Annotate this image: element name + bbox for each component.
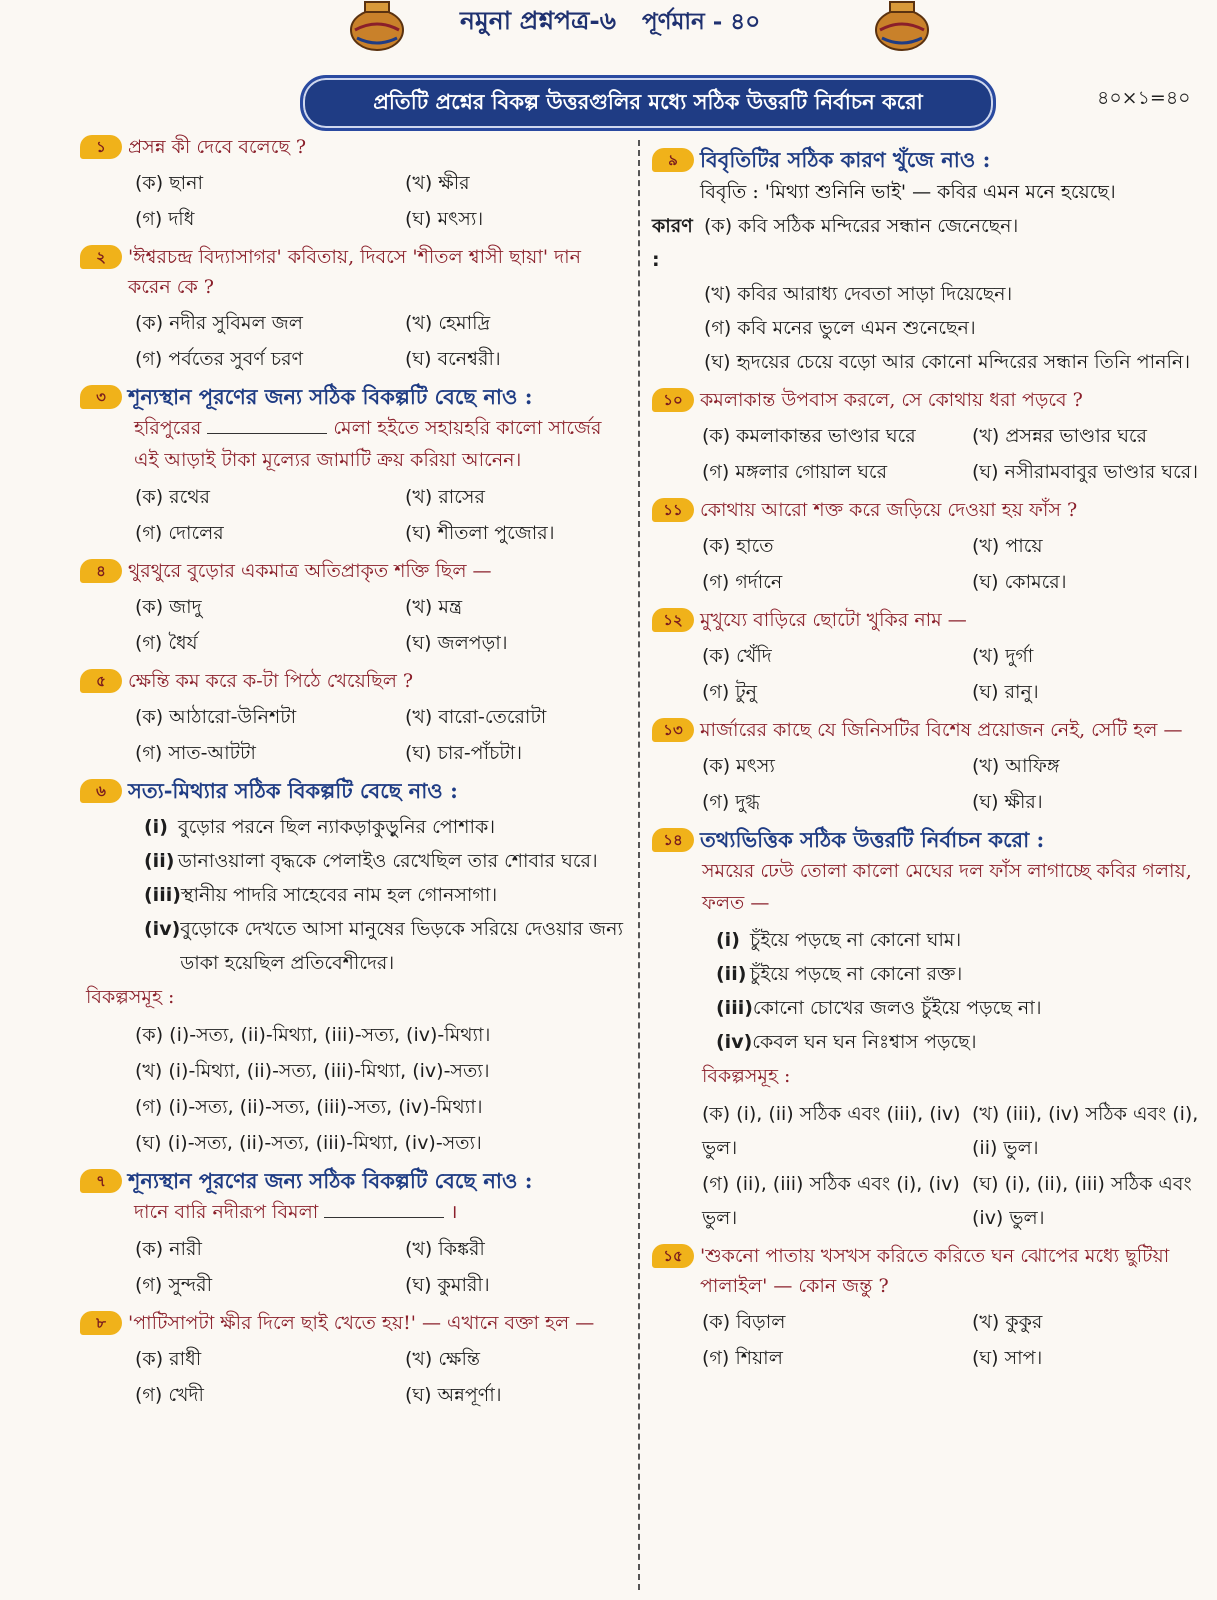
question-head <box>80 1308 628 1338</box>
question-item <box>80 776 628 1160</box>
question-text: 'শুকনো পাতায় খসখস করিতে করিতে ঘন ঝোপের মধ্যে ছুটিয়া পালাইল' — কোন জন্তু ? <box>700 1245 1170 1297</box>
reason-label <box>652 311 704 345</box>
option-item: (গ) গর্দানে <box>702 571 783 593</box>
statement-text: 'মিথ্যা শুনিনি ভাই' — কবির এমন মনে হয়েছে। <box>764 181 1116 203</box>
statement-numeral: (iv) <box>716 1031 753 1053</box>
question-stem <box>80 412 628 476</box>
option-text: (ঘ) হৃদয়ের চেয়ে বড়ো আর কোনো মন্দিরের সন্ধান তিনি পাননি। <box>704 351 1191 373</box>
question-item <box>652 385 1197 489</box>
stem-text: মেলা হইতে সহায়হরি কালো সার্জের এই আড়াই টাকা মূল্যের জামাটি ক্রয় করিয়া আনেন। <box>134 417 602 471</box>
pot-decoration-icon <box>870 0 934 52</box>
statement-item <box>144 878 628 912</box>
question-item <box>80 1166 628 1302</box>
option-item: (খ) (iii), (iv) সঠিক এবং (i), (ii) ভুল। <box>972 1103 1199 1159</box>
question-number-badge: ১১ <box>652 498 694 522</box>
option-item: (গ) (ii), (iii) সঠিক এবং (i), (iv) ভুল। <box>702 1173 960 1229</box>
statement-numeral: (iii) <box>144 884 181 906</box>
marks-note: ৪০×১=৪০ <box>1097 87 1191 109</box>
option-item: (খ) (i)-মিথ্যা, (ii)-সত্য, (iii)-মিথ্যা, (iv)-সত্য। <box>135 1060 490 1082</box>
header <box>0 0 1217 62</box>
options-list <box>80 166 628 236</box>
reason-label <box>652 277 704 311</box>
option-item: (ক) জাদু <box>135 596 202 618</box>
option-text: (খ) কবির আরাধ্য দেবতা সাড়া দিয়েছেন। <box>704 283 1013 305</box>
statement-label: বিবৃতি : <box>700 181 765 203</box>
blank-line <box>324 1199 444 1218</box>
question-item <box>80 242 628 376</box>
statement-line <box>652 175 1197 209</box>
page-title: নমুনা প্রশ্নপত্র-৬ <box>460 5 617 35</box>
option-text: (ক) কবি সঠিক মন্দিরের সন্ধান জেনেছেন। <box>704 215 1019 237</box>
question-head <box>80 132 628 162</box>
options-list <box>80 1342 628 1412</box>
instruction-banner: প্রতিটি প্রশ্নের বিকল্প উত্তরগুলির মধ্যে সঠিক উত্তরটি নির্বাচন করো <box>300 75 996 131</box>
question-text: শূন্যস্থান পূরণের জন্য সঠিক বিকল্পটি বেছে নাও : <box>128 384 533 409</box>
statement-numeral: (iv) <box>144 918 181 940</box>
question-number-badge: ৬ <box>80 779 122 803</box>
question-number-badge: ৭ <box>80 1169 122 1193</box>
question-head <box>80 382 628 412</box>
options-list <box>652 1305 1197 1375</box>
option-item: (গ) ধৈর্য <box>135 632 198 654</box>
option-item: (গ) সাত-আটটা <box>135 742 256 764</box>
option-item: (গ) দুগ্ধ <box>702 791 760 813</box>
option-item: (গ) শিয়াল <box>702 1347 783 1369</box>
question-number-badge: ১৪ <box>652 828 694 852</box>
options-list <box>80 1232 628 1302</box>
question-text: 'ঈশ্বরচন্দ্র বিদ্যাসাগর' কবিতায়, দিবসে 'শীতল শ্বাসী ছায়া' দান করেন কে ? <box>128 246 581 298</box>
option-item: (ঘ) বনেশ্বরী। <box>405 348 501 370</box>
question-head <box>80 556 628 586</box>
question-head <box>80 776 628 806</box>
option-item: (ক) ছানা <box>135 172 204 194</box>
options-list <box>652 749 1197 819</box>
option-item: (গ) (i)-সত্য, (ii)-সত্য, (iii)-সত্য, (iv)-মিথ্যা। <box>135 1096 483 1118</box>
option-item: (ক) খেঁদি <box>702 645 772 667</box>
question-item <box>80 666 628 770</box>
question-item <box>652 495 1197 599</box>
left-column <box>80 132 628 1418</box>
option-item: (ঘ) অন্নপূর্ণা। <box>405 1384 502 1406</box>
question-text: থুরথুরে বুড়োর একমাত্র অতিপ্রাকৃত শক্তি ছিল — <box>128 560 492 582</box>
question-number-badge: ৮ <box>80 1311 122 1335</box>
option-item: (গ) টুনু <box>702 681 758 703</box>
question-head <box>652 605 1197 635</box>
options-list <box>652 1097 1197 1235</box>
option-item: (গ) পর্বতের সুবর্ণ চরণ <box>135 348 304 370</box>
statement-numeral: (i) <box>716 929 740 951</box>
statement-text: বুড়োকে দেখতে আসা মানুষের ভিড়কে সরিয়ে দেওয়ার জন্য ডাকা হয়েছিল প্রতিবেশীদের। <box>180 918 624 974</box>
option-item: (খ) প্রসন্নর ভাণ্ডার ঘরে <box>972 425 1148 447</box>
stem-text: দানে বারি নদীরূপ বিমলা <box>134 1201 319 1223</box>
option-text: (গ) কবি মনের ভুলে এমন শুনেছেন। <box>704 317 976 339</box>
option-item: (খ) মন্ত্র <box>405 596 463 618</box>
question-text: সত্য-মিথ্যার সঠিক বিকল্পটি বেছে নাও : <box>128 778 458 803</box>
statement-numeral: (i) <box>144 816 168 838</box>
options-list <box>80 480 628 550</box>
reason-option <box>652 209 1197 277</box>
options-list <box>652 419 1197 489</box>
option-item: (ক) রাধী <box>135 1348 202 1370</box>
reason-option <box>652 345 1197 379</box>
statement-item <box>716 991 1197 1025</box>
statement-text: কোনো চোখের জলও চুঁইয়ে পড়ছে না। <box>752 997 1042 1019</box>
statement-text: বুড়োর পরনে ছিল ন্যাকড়াকুড়ুনির পোশাক। <box>178 816 496 838</box>
options-list <box>80 1018 628 1160</box>
statement-item <box>144 810 628 844</box>
question-text: তথ্যভিত্তিক সঠিক উত্তরটি নির্বাচন করো : <box>700 827 1045 852</box>
question-text: শূন্যস্থান পূরণের জন্য সঠিক বিকল্পটি বেছে নাও : <box>128 1168 533 1193</box>
option-item: (ঘ) কোমরে। <box>972 571 1067 593</box>
question-head <box>80 242 628 302</box>
blank-line <box>207 415 327 434</box>
header-title-row <box>460 2 880 42</box>
option-item: (ঘ) চার-পাঁচটা। <box>405 742 522 764</box>
question-number-badge: ১ <box>80 135 122 159</box>
question-text: 'পাটিসাপটা ক্ষীর দিলে ছাই খেতে হয়!' — এখানে বক্তা হল — <box>128 1312 595 1334</box>
option-item: (খ) দুর্গা <box>972 645 1034 667</box>
option-item: (ঘ) শীতলা পুজোর। <box>405 522 555 544</box>
option-item: (খ) ক্ষেন্তি <box>405 1348 480 1370</box>
question-text: প্রসন্ন কী দেবে বলেছে ? <box>128 136 307 158</box>
options-list <box>652 529 1197 599</box>
question-text: ক্ষেন্তি কম করে ক-টা পিঠে খেয়েছিল ? <box>128 670 414 692</box>
option-item: (খ) ক্ষীর <box>405 172 470 194</box>
question-number-badge: ১০ <box>652 388 694 412</box>
option-item: (গ) মঙ্গলার গোয়াল ঘরে <box>702 461 888 483</box>
question-head <box>652 1241 1197 1301</box>
question-number-badge: ১৫ <box>652 1244 694 1268</box>
question-number-badge: ৫ <box>80 669 122 693</box>
question-text: মুখুয্যে বাড়িরে ছোটো খুকির নাম — <box>700 609 967 631</box>
statement-text: ডানাওয়ালা বৃদ্ধকে পেলাইও রেখেছিল তার শোবার ঘরে। <box>178 850 598 872</box>
question-number-badge: ১২ <box>652 608 694 632</box>
statement-item <box>716 957 1197 991</box>
question-number-badge: ৯ <box>652 148 694 172</box>
option-item: (ক) হাতে <box>702 535 774 557</box>
question-number-badge: ১৩ <box>652 718 694 742</box>
question-item <box>80 1308 628 1412</box>
statement-text: কেবল ঘন ঘন নিঃশ্বাস পড়ছে। <box>752 1031 977 1053</box>
option-item: (খ) পায়ে <box>972 535 1043 557</box>
option-item: (ঘ) ক্ষীর। <box>972 791 1043 813</box>
statement-item <box>144 912 628 980</box>
statement-numeral: (ii) <box>716 963 747 985</box>
option-item: (খ) হেমাদ্রি <box>405 312 491 334</box>
option-item: (ক) নারী <box>135 1238 202 1260</box>
statement-list <box>652 923 1197 1059</box>
question-number-badge: ২ <box>80 245 122 269</box>
question-text: কমলাকান্ত উপবাস করলে, সে কোথায় ধরা পড়বে ? <box>700 389 1083 411</box>
pot-decoration-icon <box>345 0 409 52</box>
option-item: (ঘ) নসীরামবাবুর ভাণ্ডার ঘরে। <box>972 461 1198 483</box>
option-item: (ঘ) রানু। <box>972 681 1039 703</box>
option-item: (ক) আঠারো-উনিশটা <box>135 706 297 728</box>
options-list <box>80 700 628 770</box>
question-head <box>652 145 1197 175</box>
question-item <box>652 715 1197 819</box>
option-item: (গ) দধি <box>135 208 195 230</box>
reason-option <box>652 277 1197 311</box>
question-item <box>652 145 1197 379</box>
question-head <box>652 495 1197 525</box>
reason-label <box>652 345 704 379</box>
option-item: (ঘ) (i), (ii), (iii) সঠিক এবং (iv) ভুল। <box>972 1173 1192 1229</box>
reason-option <box>652 311 1197 345</box>
question-head <box>80 1166 628 1196</box>
alternatives-label: বিকল্পসমূহ : <box>86 986 175 1008</box>
option-item: (খ) কিঙ্করী <box>405 1238 485 1260</box>
question-item <box>80 556 628 660</box>
statement-list <box>80 810 628 980</box>
statement-item <box>716 1025 1197 1059</box>
question-text: কোথায় আরো শক্ত করে জড়িয়ে দেওয়া হয় ফাঁস ? <box>700 499 1078 521</box>
option-item: (ক) (i), (ii) সঠিক এবং (iii), (iv) ভুল। <box>702 1103 961 1159</box>
option-item: (গ) সুন্দরী <box>135 1274 212 1296</box>
option-item: (খ) কুকুর <box>972 1311 1043 1333</box>
option-item: (ক) মৎস্য <box>702 755 775 777</box>
option-item: (ক) বিড়াল <box>702 1311 786 1333</box>
statement-text: স্থানীয় পাদরি সাহেবের নাম হল গোনসাগা। <box>180 884 498 906</box>
question-head <box>652 715 1197 745</box>
option-item: (ক) নদীর সুবিমল জল <box>135 312 303 334</box>
question-item <box>652 1241 1197 1375</box>
options-list <box>80 590 628 660</box>
question-item <box>652 825 1197 1235</box>
option-item: (ঘ) কুমারী। <box>405 1274 490 1296</box>
right-column <box>652 145 1197 1381</box>
question-head <box>652 385 1197 415</box>
options-list <box>652 639 1197 709</box>
statement-item <box>716 923 1197 957</box>
question-text: বিবৃতিটির সঠিক কারণ খুঁজে নাও : <box>700 147 991 172</box>
stem-text: । <box>450 1201 458 1223</box>
statement-text: চুঁইয়ে পড়ছে না কোনো ঘাম। <box>750 929 962 951</box>
option-item: (গ) দোলের <box>135 522 224 544</box>
stem-text: হরিপুরের <box>134 417 202 439</box>
question-text: মার্জারের কাছে যে জিনিসটির বিশেষ প্রয়োজন নেই, সেটি হল — <box>700 719 1183 741</box>
option-item: (খ) রাসের <box>405 486 485 508</box>
options-list <box>80 306 628 376</box>
option-item: (ঘ) সাপ। <box>972 1347 1043 1369</box>
question-head <box>80 666 628 696</box>
statement-numeral: (ii) <box>144 850 175 872</box>
option-item: (ক) (i)-সত্য, (ii)-মিথ্যা, (iii)-সত্য, (iv)-মিথ্যা। <box>135 1024 491 1046</box>
question-number-badge: ৪ <box>80 559 122 583</box>
statement-item <box>144 844 628 878</box>
statement-numeral: (iii) <box>716 997 753 1019</box>
reason-label: কারণ : <box>652 215 693 271</box>
option-item: (ঘ) মৎস্য। <box>405 208 484 230</box>
question-head <box>652 825 1197 855</box>
question-item <box>80 132 628 236</box>
option-item: (খ) আফিঙ্গ <box>972 755 1060 777</box>
option-item: (ক) রথের <box>135 486 210 508</box>
option-item: (ঘ) (i)-সত্য, (ii)-সত্য, (iii)-মিথ্যা, (iv)-সত্য। <box>135 1132 482 1154</box>
option-item: (গ) খেদী <box>135 1384 204 1406</box>
option-item: (ঘ) জলপড়া। <box>405 632 508 654</box>
question-item <box>80 382 628 550</box>
option-item: (খ) বারো-তেরোটা <box>405 706 547 728</box>
question-number-badge: ৩ <box>80 385 122 409</box>
question-stem: সময়ের ঢেউ তোলা কালো মেঘের দল ফাঁস লাগাচ্ছে কবির গলায়, ফলত — <box>702 860 1192 914</box>
statement-text: চুঁইয়ে পড়ছে না কোনো রক্ত। <box>750 963 963 985</box>
question-stem <box>80 1196 628 1228</box>
question-item <box>652 605 1197 709</box>
alternatives-label: বিকল্পসমূহ : <box>702 1065 791 1087</box>
option-item: (ক) কমলাকান্তর ভাণ্ডার ঘরে <box>702 425 916 447</box>
full-marks: পূর্ণমান - ৪০ <box>642 7 761 35</box>
